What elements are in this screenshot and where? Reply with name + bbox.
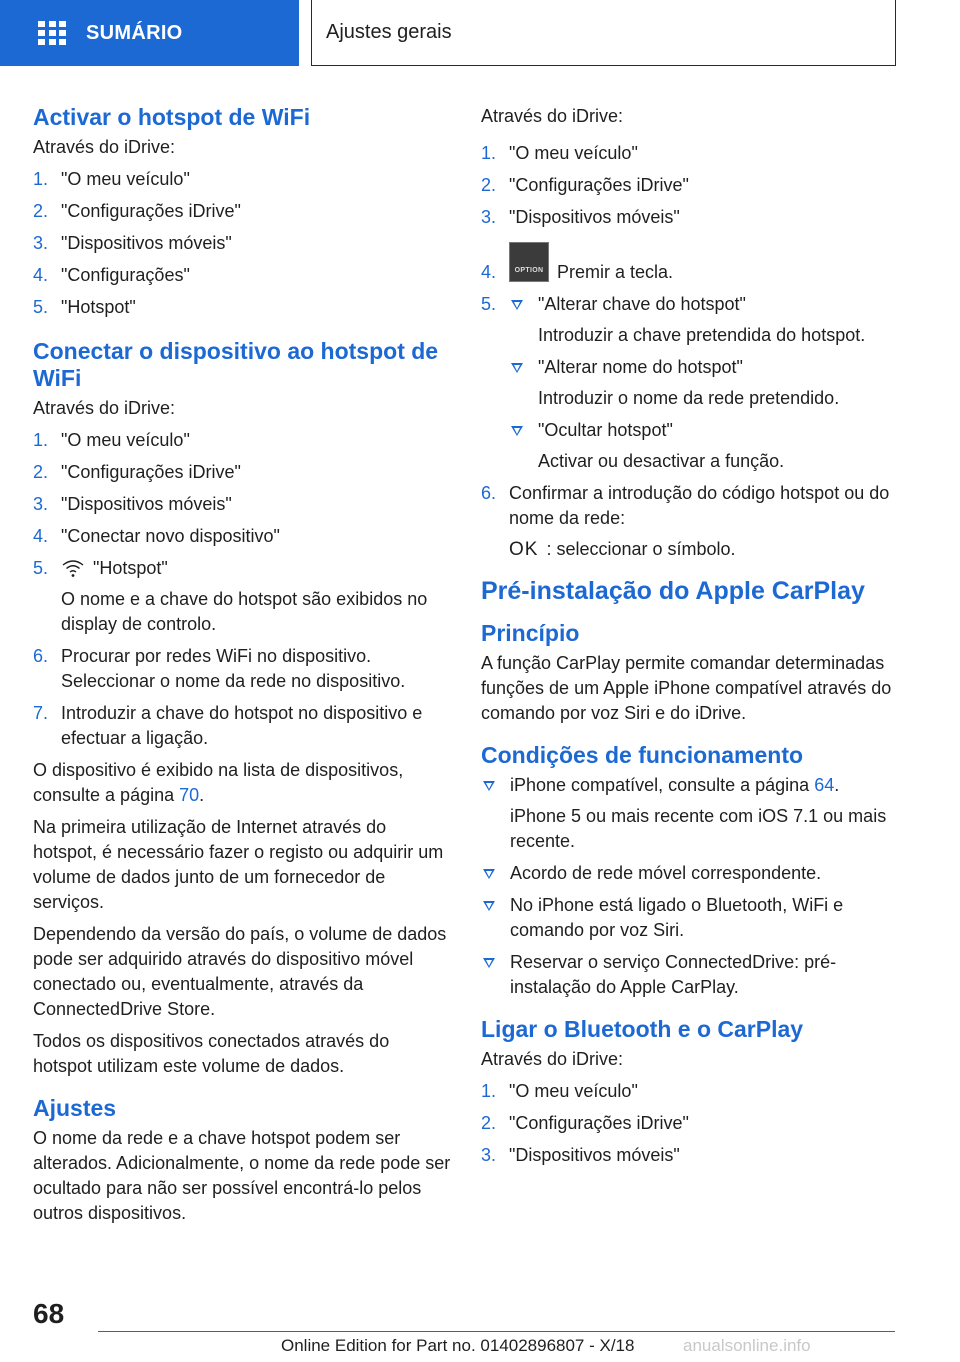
list-item: 5. "Alterar chave do hotspot" Introduzir a chave pretendida do hotspot. "Alterar nome do hotspot" Introduzir o nome da rede pretendido. "Ocultar hotspot" Activar ou desactivar a função. (481, 292, 901, 474)
paragraph-settings: O nome da rede e a chave hotspot podem ser alterados. Adicionalmente, o nome da rede pode ser ocultado para não ser possível encontrá-lo pelos outros dispositivos. (33, 1128, 451, 1223)
list-item: 6. Procurar por redes WiFi no dispositivo. Seleccionar o nome da rede no dispositivo. (33, 646, 406, 691)
heading-conditions: Condições de funcionamento (481, 742, 804, 768)
paragraph-first-use: Na primeira utilização de Internet através do hotspot, é necessário fazer o registo ou adquirir um volume de dados junto de um fornecedor de serviços. (33, 817, 444, 912)
triangle-bullet-icon (483, 901, 495, 911)
connect-steps (33, 428, 453, 751)
list-item: 3. "Dispositivos móveis" (33, 233, 232, 253)
heading-carplay: Pré-instalação do Apple CarPlay (481, 577, 865, 605)
left-column (33, 100, 453, 1233)
list-item: 2. "Configurações iDrive" (481, 1113, 689, 1133)
intro-text: Através do iDrive: (481, 106, 624, 126)
intro-text: Através do iDrive: (33, 398, 176, 418)
page-link-64[interactable]: 64 (814, 775, 835, 795)
settings-steps (481, 141, 901, 562)
right-column (481, 100, 901, 1175)
list-item: 2. "Configurações iDrive" (33, 462, 241, 482)
list-item: 1. "O meu veículo" (481, 1081, 638, 1101)
list-item: 4. "Conectar novo dispositivo" (33, 526, 280, 546)
paragraph-principle: A função CarPlay permite comandar determinadas funções de um Apple iPhone compatível através do comando por voz Siri e do iDrive. (481, 653, 892, 723)
list-item: 3. "Dispositivos móveis" (33, 494, 232, 514)
list-item: "Alterar nome do hotspot" Introduzir o nome da rede pretendido. (509, 355, 901, 411)
list-item: 4. "Configurações" (33, 265, 190, 285)
triangle-bullet-icon (511, 426, 523, 436)
paragraph-country-version: Dependendo da versão do país, o volume de dados pode ser adquirido através do dispositivo móvel conectado ou, eventualmente, através da ConnectedDrive Store. (33, 924, 447, 1019)
footer-divider (98, 1331, 895, 1332)
heading-connect-device: Conectar o dispositivo ao hotspot de WiFi (33, 338, 439, 391)
paragraph-device-list: O dispositivo é exibido na lista de dispositivos, consulte a página 70. (33, 760, 404, 805)
triangle-bullet-icon (483, 958, 495, 968)
intro-text: Através do iDrive: (481, 1049, 624, 1069)
conditions-list (481, 773, 901, 1000)
list-item: 6. Confirmar a introdução do código hotspot ou do nome da rede: OK : seleccionar o símbolo. (481, 483, 890, 560)
top-bar (0, 0, 960, 66)
list-item: "Alterar chave do hotspot" Introduzir a chave pretendida do hotspot. (509, 292, 901, 348)
summary-label: SUMÁRIO (86, 21, 183, 44)
list-item: Acordo de rede móvel correspondente. (481, 861, 901, 886)
list-item: 3. "Dispositivos móveis" (481, 1145, 680, 1165)
step5-options (509, 292, 901, 474)
page-link-70[interactable]: 70 (179, 785, 200, 805)
wifi-icon (61, 558, 85, 578)
list-item: No iPhone está ligado o Bluetooth, WiFi e comando por voz Siri. (481, 893, 901, 943)
list-item: 5. "Hotspot" O nome e a chave do hotspot são exibidos no display de controlo. (33, 558, 428, 634)
option-key-icon: OPTION (509, 242, 549, 282)
list-item: 2. "Configurações iDrive" (481, 175, 689, 195)
section-title: Ajustes gerais (311, 0, 896, 66)
list-item: 5. "Hotspot" (33, 297, 136, 317)
list-item: Reservar o serviço ConnectedDrive: pré-instalação do Apple CarPlay. (481, 950, 901, 1000)
heading-principle: Princípio (481, 620, 580, 646)
triangle-bullet-icon (511, 363, 523, 373)
list-item: 3. "Dispositivos móveis" (481, 207, 680, 227)
watermark: anualsonline.info (683, 1336, 811, 1355)
list-item: 7. Introduzir a chave do hotspot no dispositivo e efectuar a ligação. (33, 703, 423, 748)
heading-activate-hotspot: Activar o hotspot de WiFi (33, 104, 311, 130)
heading-settings: Ajustes (33, 1095, 117, 1121)
footer-edition: Online Edition for Part no. 01402896807 - X/18 (281, 1336, 635, 1355)
hotspot-steps (33, 167, 453, 320)
triangle-bullet-icon (511, 300, 523, 310)
page-number: 68 (33, 1298, 65, 1329)
list-item: 4. OPTION Premir a tecla. (481, 242, 901, 285)
summary-button[interactable] (0, 0, 299, 66)
list-item: 1. "O meu veículo" (481, 143, 638, 163)
bt-steps (481, 1079, 901, 1168)
ok-icon: OK (509, 539, 539, 560)
triangle-bullet-icon (483, 781, 495, 791)
list-item: 2. "Configurações iDrive" (33, 201, 241, 221)
list-item: iPhone compatível, consulte a página 64. iPhone 5 ou mais recente com iOS 7.1 ou mais recente. (481, 773, 901, 854)
grid-icon (38, 21, 66, 45)
list-item: 1. "O meu veículo" (33, 169, 190, 189)
paragraph-data-volume: Todos os dispositivos conectados através do hotspot utilizam este volume de dados. (33, 1031, 390, 1076)
list-item: 1. "O meu veículo" (33, 430, 190, 450)
list-item: "Ocultar hotspot" Activar ou desactivar a função. (509, 418, 901, 474)
intro-text: Através do iDrive: (33, 137, 176, 157)
triangle-bullet-icon (483, 869, 495, 879)
heading-bluetooth-carplay: Ligar o Bluetooth e o CarPlay (481, 1016, 804, 1042)
